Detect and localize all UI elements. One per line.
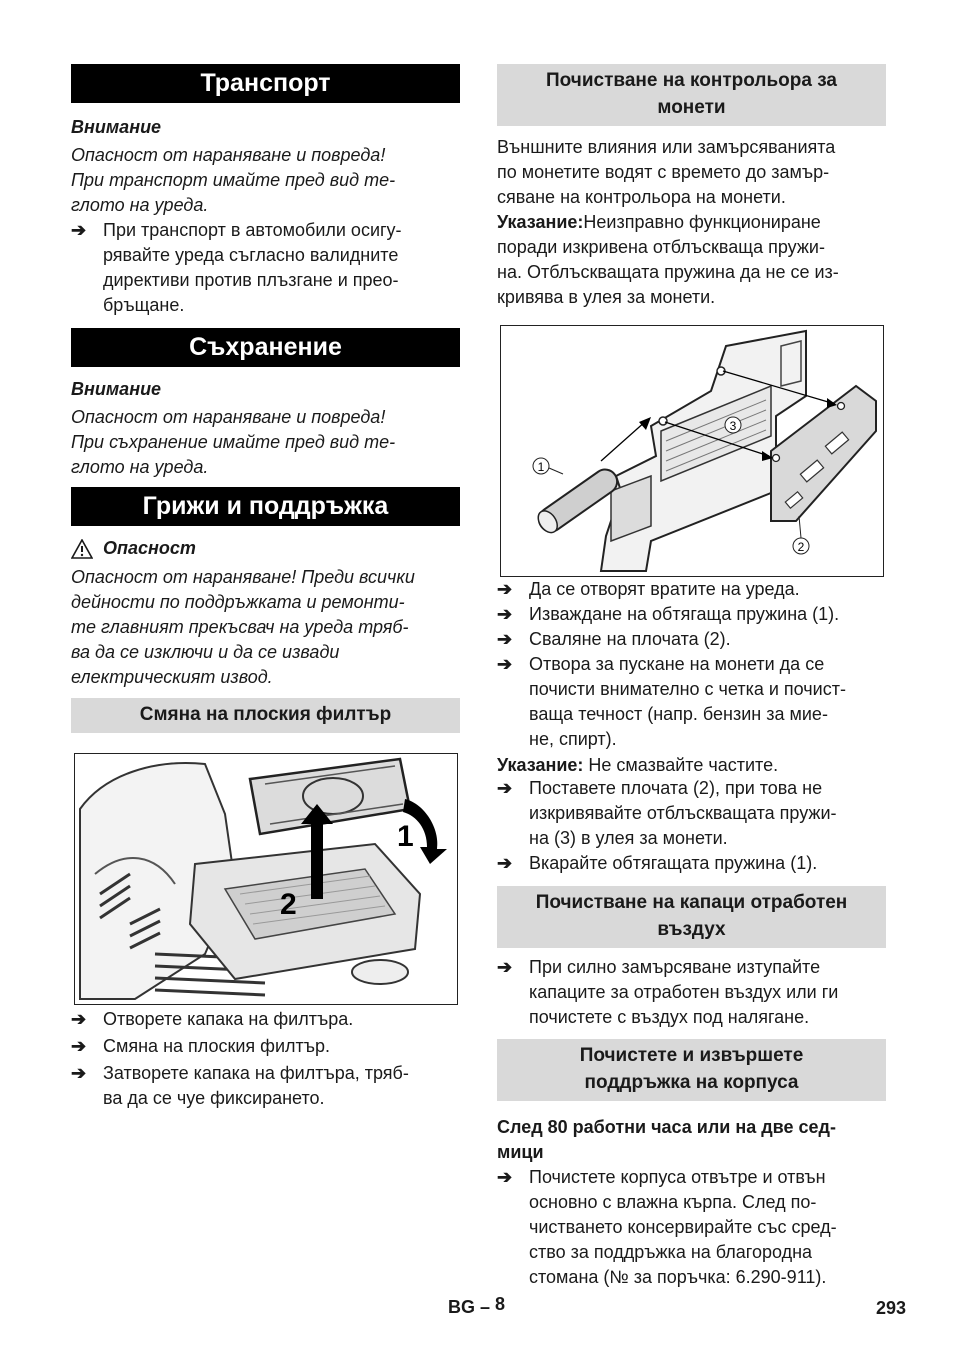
callout-2: 2 [280, 888, 297, 921]
page-number: 293 [876, 1298, 907, 1318]
coin-bullet [497, 652, 886, 752]
filter-illustration [75, 754, 457, 1004]
housing-sub-line: След 80 работни часа или на две сед- [497, 1117, 836, 1137]
transport-note-line: Опасност от нараняване и повреда! [71, 145, 386, 165]
danger-line: дейности по поддръжката и ремонти- [71, 592, 405, 612]
arrow-right-icon: ➔ [71, 220, 87, 240]
coin-bullet [497, 627, 886, 652]
subheading-exhaust [497, 886, 886, 948]
danger-line: ва да се изключи и да се извади [71, 642, 340, 662]
arrow-right-icon: ➔ [497, 1167, 513, 1187]
filter-bullet [71, 1034, 460, 1059]
housing-bullet-line: основно с влажна кърпа. След по- [529, 1192, 817, 1212]
coin-bullet-line: на (3) в улея за монети. [529, 828, 728, 848]
filter-bullet-line: Затворете капака на филтъра, тряб- [103, 1063, 409, 1083]
coin-bullet-line: ваща течност (напр. бензин за мие- [529, 704, 828, 724]
housing-heading-line: поддръжка на корпуса [584, 1072, 799, 1093]
right-column [497, 64, 886, 1290]
coin-intro-line: по монетите водят с времето до замър- [497, 162, 830, 182]
exhaust-heading-line: Почистване на капаци отработен [535, 892, 848, 913]
exhaust-bullet-line: капаците за отработен въздух или ги [529, 982, 839, 1002]
footer-code: BG [448, 1297, 475, 1317]
coin-bullet-line: Отвора за пускане на монети да се [529, 654, 825, 674]
storage-note-label: Внимание [71, 379, 162, 399]
coin-bullet-line: Сваляне на плочата (2). [529, 629, 731, 649]
coin-bullet-line: Да се отворят вратите на уреда. [529, 579, 800, 599]
arrow-right-icon: ➔ [497, 629, 513, 649]
coin-checker-figure [500, 325, 884, 577]
arrow-right-icon: ➔ [497, 654, 513, 674]
housing-bullet-line: Почистете корпуса отвътре и отвън [529, 1167, 826, 1187]
footer-section-code [448, 1294, 506, 1318]
danger-line: те главният прекъсвач на уреда тряб- [71, 617, 409, 637]
callout-2: 2 [797, 540, 805, 554]
coin-hint2-text: Не смазвайте частите. [583, 755, 779, 775]
filter-bullet-line: Смяна на плоския филтър. [103, 1036, 331, 1056]
exhaust-bullet [497, 955, 886, 1030]
subheading-housing [497, 1039, 886, 1101]
arrow-right-icon: ➔ [71, 1063, 87, 1083]
storage-note-line: При съхранение имайте пред вид те- [71, 432, 396, 452]
arrow-right-icon: ➔ [497, 778, 513, 798]
exhaust-heading-line: въздух [657, 919, 726, 940]
coin-bullet-line: Изваждане на обтягаща пружина (1). [529, 604, 840, 624]
coin-hint-label: Указание: [497, 212, 584, 232]
coin-heading-line: монети [657, 97, 726, 118]
coin-bullet [497, 577, 886, 602]
storage-note-line: глото на уреда. [71, 457, 209, 477]
coin-hint-line: кривява в улея за монети. [497, 287, 716, 307]
left-column [71, 64, 460, 1111]
coin-checker-illustration [501, 326, 883, 576]
section-heading-storage: Съхранение [71, 328, 460, 367]
warning-triangle-icon [71, 539, 93, 559]
housing-bullet-line: стомана (№ за поръчка: 6.290-911). [529, 1267, 827, 1287]
footer-num: 8 [495, 1294, 506, 1314]
exhaust-bullet-line: При силно замърсяване изтупайте [529, 957, 821, 977]
callout-1: 1 [397, 820, 414, 853]
filter-bullet-line: ва да се чуе фиксирането. [103, 1088, 325, 1108]
housing-sub-line: мици [497, 1142, 544, 1162]
coin-hint-line: поради изкривена отблъскваща пружи- [497, 237, 825, 257]
coin-bullet [497, 851, 886, 876]
coin-intro-line: Външните влияния или замърсяванията [497, 137, 836, 157]
coin-bullet-line: изкривявайте отблъскващата пружи- [529, 803, 837, 823]
transport-bullet-line: бръщане. [103, 295, 185, 315]
housing-bullet-line: ство за поддръжка на благородна [529, 1242, 813, 1262]
section-heading-care: Грижи и поддръжка [71, 487, 460, 526]
transport-note-label: Внимание [71, 117, 162, 137]
coin-hint-line: Неизправно функциониране [583, 212, 821, 232]
coin-intro-line: сяване на контрольора на монети. [497, 187, 786, 207]
housing-heading-line: Почистете и извършете [579, 1045, 804, 1066]
housing-bullet-line: чистването консервирайте със сред- [529, 1217, 837, 1237]
coin-bullet [497, 776, 886, 851]
coin-hint2-label: Указание: [497, 755, 584, 775]
danger-line: Опасност от нараняване! Преди всички [71, 567, 415, 587]
arrow-right-icon: ➔ [71, 1036, 87, 1056]
arrow-right-icon: ➔ [497, 579, 513, 599]
footer-dash: – [480, 1297, 491, 1317]
arrow-right-icon: ➔ [497, 853, 513, 873]
storage-note-line: Опасност от нараняване и повреда! [71, 407, 386, 427]
coin-bullet [497, 602, 886, 627]
subheading-coin-checker [497, 64, 886, 126]
exhaust-bullet-line: почистете с въздух под налягане. [529, 1007, 810, 1027]
filter-bullet [71, 1007, 460, 1032]
section-heading-transport: Транспорт [71, 64, 460, 103]
filter-bullet-line: Отворете капака на филтъра. [103, 1009, 354, 1029]
subheading-filter: Смяна на плоския филтър [71, 698, 460, 733]
callout-3: 3 [729, 419, 737, 433]
transport-bullet-line: рявайте уреда съгласно валидните [103, 245, 399, 265]
danger-label: Опасност [103, 538, 196, 558]
coin-bullet-line: Вкарайте обтягащата пружина (1). [529, 853, 818, 873]
coin-bullet-line: почисти внимателно с четка и почист- [529, 679, 846, 699]
transport-bullet-line: директиви против плъзгане и прео- [103, 270, 399, 290]
danger-line: електрическият извод. [71, 667, 273, 687]
transport-note-line: глото на уреда. [71, 195, 209, 215]
coin-heading-line: Почистване на контрольора за [546, 70, 837, 91]
transport-bullet-line: При транспорт в автомобили осигу- [103, 220, 402, 240]
coin-bullet-line: Поставете плочата (2), при това не [529, 778, 823, 798]
coin-hint-line: на. Отблъскващата пружина да не се из- [497, 262, 839, 282]
filter-bullet [71, 1061, 460, 1111]
callout-1: 1 [537, 460, 545, 474]
arrow-right-icon: ➔ [497, 957, 513, 977]
transport-note-line: При транспорт имайте пред вид те- [71, 170, 396, 190]
arrow-right-icon: ➔ [71, 1009, 87, 1029]
transport-bullet [71, 218, 460, 318]
arrow-right-icon: ➔ [497, 604, 513, 624]
housing-bullet [497, 1165, 886, 1290]
coin-bullet-line: не, спирт). [529, 729, 617, 749]
filter-figure [74, 753, 458, 1005]
